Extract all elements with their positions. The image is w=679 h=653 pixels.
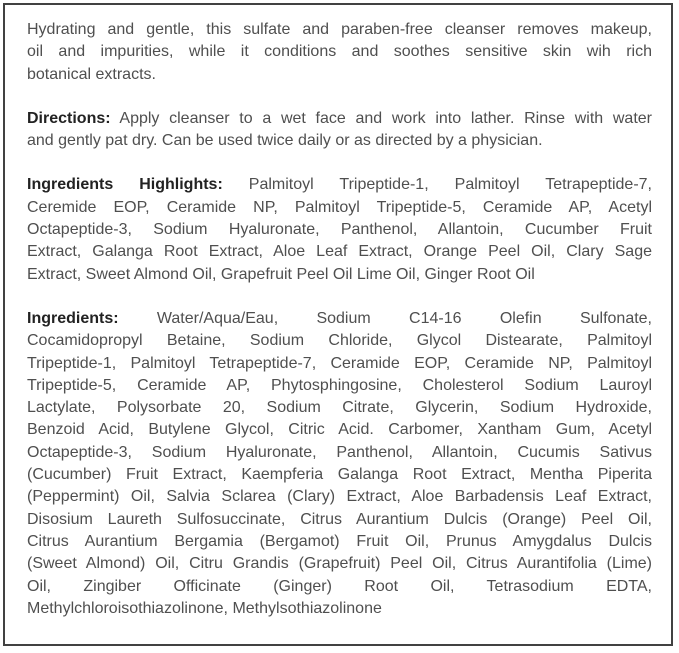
ingredients-label: Ingredients: bbox=[27, 309, 119, 327]
text-line: Octapeptide-3, Sodium Hyaluronate, Panthenol, Allantoin, Cucumis Sativus bbox=[27, 443, 652, 461]
text-line: Extract, Galanga Root Extract, Aloe Leaf Extract, Orange Peel Oil, Clary Sage bbox=[27, 243, 652, 261]
text-segment: Apply cleanser to a wet face and work into lather. Rinse with water bbox=[119, 109, 653, 127]
text-line: Cocamidopropyl Betaine, Sodium Chloride, Glycol Distearate, Palmitoyl bbox=[27, 332, 652, 350]
text-line: Tripeptide-1, Palmitoyl Tetrapeptide-7, Ceramide EOP, Ceramide NP, Palmitoyl bbox=[27, 354, 652, 372]
text-line: (Sweet Almond) Oil, Citru Grandis (Grapefruit) Peel Oil, Citrus Aurantifolia (Lime) bbox=[27, 555, 652, 573]
paragraph-ingredients bbox=[27, 308, 652, 620]
ingredients-highlights-label: Ingredients Highlights: bbox=[27, 176, 223, 194]
text-line: Tripeptide-5, Ceramide AP, Phytosphingosine, Cholesterol Sodium Lauroyl bbox=[27, 376, 652, 394]
text-line: (Cucumber) Fruit Extract, Kaempferia Galanga Root Extract, Mentha Piperita bbox=[27, 466, 652, 484]
directions-label: Directions: bbox=[27, 109, 111, 127]
card-border bbox=[3, 3, 673, 646]
paragraph-directions bbox=[27, 108, 652, 153]
text-line: Octapeptide-3, Sodium Hyaluronate, Panthenol, Allantoin, Cucumber Fruit bbox=[27, 221, 652, 239]
text-line bbox=[27, 174, 652, 196]
text-line: Ceremide EOP, Ceramide NP, Palmitoyl Tripeptide-5, Ceramide AP, Acetyl bbox=[27, 198, 652, 216]
text-line: Hydrating and gentle, this sulfate and paraben-free cleanser removes makeup, bbox=[27, 21, 652, 38]
card-content bbox=[5, 5, 671, 620]
text-line: (Peppermint) Oil, Salvia Sclarea (Clary) Extract, Aloe Barbadensis Leaf Extract, bbox=[27, 488, 652, 506]
text-line: Methylchloroisothiazolinone, Methylsothiazolinone bbox=[27, 599, 382, 617]
text-segment: Water/Aqua/Eau, Sodium C14-16 Olefin Sulfonate, bbox=[156, 309, 652, 327]
text-line: Benzoid Acid, Butylene Glycol, Citric Acid. Carbomer, Xantham Gum, Acetyl bbox=[27, 421, 652, 439]
text-line: Oil, Zingiber Officinate (Ginger) Root Oil, Tetrasodium EDTA, bbox=[27, 577, 652, 595]
paragraph-description bbox=[27, 19, 652, 86]
text-line: botanical extracts. bbox=[27, 65, 156, 83]
text-segment: Palmitoyl Tripeptide-1, Palmitoyl Tetrapeptide-7, bbox=[248, 176, 653, 194]
text-line: and gently pat dry. Can be used twice daily or as directed by a physician. bbox=[27, 132, 543, 150]
paragraph-ingredients-highlights bbox=[27, 174, 652, 285]
text-line bbox=[27, 108, 652, 130]
text-line: Lactylate, Polysorbate 20, Sodium Citrate, Glycerin, Sodium Hydroxide, bbox=[27, 399, 652, 417]
text-line: Citrus Aurantium Bergamia (Bergamot) Fruit Oil, Prunus Amygdalus Dulcis bbox=[27, 532, 652, 550]
text-line: oil and impurities, while it conditions and soothes sensitive skin wih rich bbox=[27, 43, 652, 61]
text-line: Extract, Sweet Almond Oil, Grapefruit Peel Oil Lime Oil, Ginger Root Oil bbox=[27, 265, 535, 283]
text-line bbox=[27, 308, 652, 330]
text-line: Disosium Laureth Sulfosuccinate, Citrus Aurantium Dulcis (Orange) Peel Oil, bbox=[27, 510, 652, 528]
